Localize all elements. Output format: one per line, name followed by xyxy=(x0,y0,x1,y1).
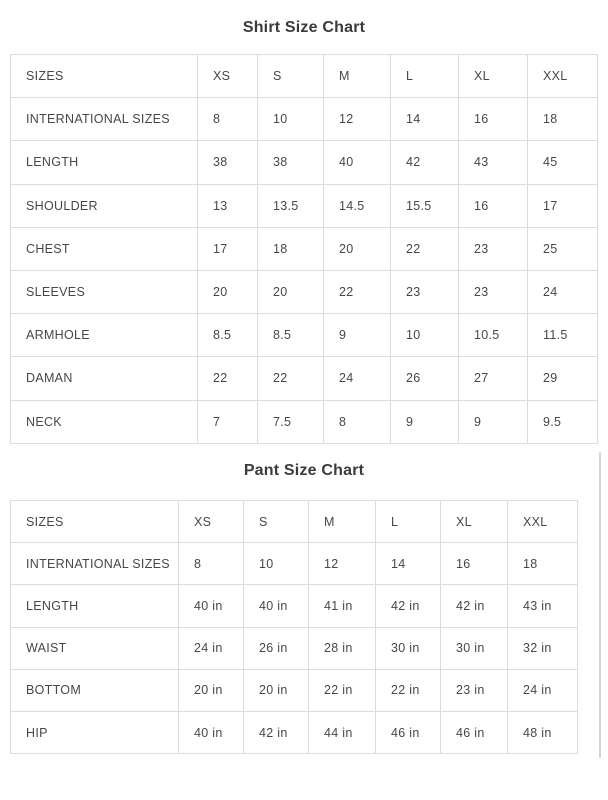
table-row xyxy=(11,543,578,585)
value-cell: 28 in xyxy=(309,627,376,669)
value-cell: 32 in xyxy=(508,627,578,669)
value-cell: 25 xyxy=(528,227,598,270)
value-cell: 17 xyxy=(528,184,598,227)
header-cell: SIZES xyxy=(11,501,179,543)
value-cell: 38 xyxy=(258,141,324,184)
value-cell: 14 xyxy=(391,98,459,141)
value-cell: 13.5 xyxy=(258,184,324,227)
table-row xyxy=(11,184,598,227)
value-cell: 40 in xyxy=(179,585,244,627)
value-cell: 9.5 xyxy=(528,400,598,443)
table-row xyxy=(11,357,598,400)
value-cell: 9 xyxy=(391,400,459,443)
value-cell: 10 xyxy=(244,543,309,585)
value-cell: 8.5 xyxy=(198,314,258,357)
table-row xyxy=(11,711,578,753)
row-label-cell: WAIST xyxy=(11,627,179,669)
value-cell: 43 xyxy=(459,141,528,184)
value-cell: 42 in xyxy=(376,585,441,627)
value-cell: 9 xyxy=(324,314,391,357)
value-cell: 22 in xyxy=(376,669,441,711)
value-cell: 22 in xyxy=(309,669,376,711)
header-cell: M xyxy=(309,501,376,543)
value-cell: 18 xyxy=(258,227,324,270)
row-label-cell: ARMHOLE xyxy=(11,314,198,357)
value-cell: 43 in xyxy=(508,585,578,627)
value-cell: 17 xyxy=(198,227,258,270)
header-cell: XL xyxy=(459,55,528,98)
value-cell: 29 xyxy=(528,357,598,400)
value-cell: 42 xyxy=(391,141,459,184)
value-cell: 30 in xyxy=(376,627,441,669)
pant-size-table xyxy=(10,500,578,754)
value-cell: 23 xyxy=(391,270,459,313)
row-label-cell: INTERNATIONAL SIZES xyxy=(11,98,198,141)
row-label-cell: SLEEVES xyxy=(11,270,198,313)
value-cell: 15.5 xyxy=(391,184,459,227)
header-cell: XS xyxy=(179,501,244,543)
value-cell: 14.5 xyxy=(324,184,391,227)
shirt-chart-title: Shirt Size Chart xyxy=(242,19,366,36)
table-row xyxy=(11,669,578,711)
value-cell: 40 in xyxy=(179,711,244,753)
value-cell: 10.5 xyxy=(459,314,528,357)
header-cell: M xyxy=(324,55,391,98)
value-cell: 23 xyxy=(459,270,528,313)
value-cell: 30 in xyxy=(441,627,508,669)
value-cell: 40 xyxy=(324,141,391,184)
value-cell: 23 xyxy=(459,227,528,270)
table-row xyxy=(11,585,578,627)
value-cell: 24 in xyxy=(508,669,578,711)
value-cell: 26 in xyxy=(244,627,309,669)
value-cell: 12 xyxy=(309,543,376,585)
table-row xyxy=(11,627,578,669)
value-cell: 46 in xyxy=(441,711,508,753)
value-cell: 48 in xyxy=(508,711,578,753)
value-cell: 20 xyxy=(324,227,391,270)
value-cell: 7.5 xyxy=(258,400,324,443)
row-label-cell: SHOULDER xyxy=(11,184,198,227)
shirt-size-table xyxy=(10,54,598,444)
row-label-cell: LENGTH xyxy=(11,141,198,184)
value-cell: 16 xyxy=(459,98,528,141)
value-cell: 24 in xyxy=(179,627,244,669)
row-label-cell: HIP xyxy=(11,711,179,753)
header-row xyxy=(11,501,578,543)
value-cell: 8.5 xyxy=(258,314,324,357)
value-cell: 16 xyxy=(459,184,528,227)
row-label-cell: INTERNATIONAL SIZES xyxy=(11,543,179,585)
value-cell: 12 xyxy=(324,98,391,141)
value-cell: 22 xyxy=(324,270,391,313)
value-cell: 7 xyxy=(198,400,258,443)
value-cell: 18 xyxy=(528,98,598,141)
value-cell: 24 xyxy=(324,357,391,400)
value-cell: 42 in xyxy=(441,585,508,627)
value-cell: 46 in xyxy=(376,711,441,753)
header-cell: L xyxy=(376,501,441,543)
row-label-cell: DAMAN xyxy=(11,357,198,400)
row-label-cell: LENGTH xyxy=(11,585,179,627)
table-row xyxy=(11,400,598,443)
value-cell: 26 xyxy=(391,357,459,400)
row-label-cell: NECK xyxy=(11,400,198,443)
row-label-cell: CHEST xyxy=(11,227,198,270)
table-row xyxy=(11,141,598,184)
header-cell: XL xyxy=(441,501,508,543)
value-cell: 20 in xyxy=(179,669,244,711)
header-cell: S xyxy=(244,501,309,543)
header-row xyxy=(11,55,598,98)
value-cell: 22 xyxy=(258,357,324,400)
value-cell: 42 in xyxy=(244,711,309,753)
value-cell: 44 in xyxy=(309,711,376,753)
pant-chart-title: Pant Size Chart xyxy=(243,462,365,479)
value-cell: 22 xyxy=(198,357,258,400)
value-cell: 38 xyxy=(198,141,258,184)
value-cell: 40 in xyxy=(244,585,309,627)
value-cell: 10 xyxy=(391,314,459,357)
header-cell: S xyxy=(258,55,324,98)
row-label-cell: BOTTOM xyxy=(11,669,179,711)
value-cell: 8 xyxy=(324,400,391,443)
value-cell: 13 xyxy=(198,184,258,227)
value-cell: 20 in xyxy=(244,669,309,711)
value-cell: 8 xyxy=(179,543,244,585)
header-cell: XXL xyxy=(508,501,578,543)
header-cell: XXL xyxy=(528,55,598,98)
table-row xyxy=(11,270,598,313)
value-cell: 24 xyxy=(528,270,598,313)
value-cell: 41 in xyxy=(309,585,376,627)
scrollbar-track[interactable] xyxy=(599,452,601,758)
value-cell: 11.5 xyxy=(528,314,598,357)
value-cell: 18 xyxy=(508,543,578,585)
value-cell: 22 xyxy=(391,227,459,270)
value-cell: 23 in xyxy=(441,669,508,711)
value-cell: 8 xyxy=(198,98,258,141)
header-cell: SIZES xyxy=(11,55,198,98)
value-cell: 14 xyxy=(376,543,441,585)
value-cell: 10 xyxy=(258,98,324,141)
value-cell: 16 xyxy=(441,543,508,585)
table-row xyxy=(11,227,598,270)
value-cell: 20 xyxy=(258,270,324,313)
table-row xyxy=(11,98,598,141)
header-cell: L xyxy=(391,55,459,98)
value-cell: 45 xyxy=(528,141,598,184)
header-cell: XS xyxy=(198,55,258,98)
value-cell: 9 xyxy=(459,400,528,443)
value-cell: 20 xyxy=(198,270,258,313)
value-cell: 27 xyxy=(459,357,528,400)
table-row xyxy=(11,314,598,357)
